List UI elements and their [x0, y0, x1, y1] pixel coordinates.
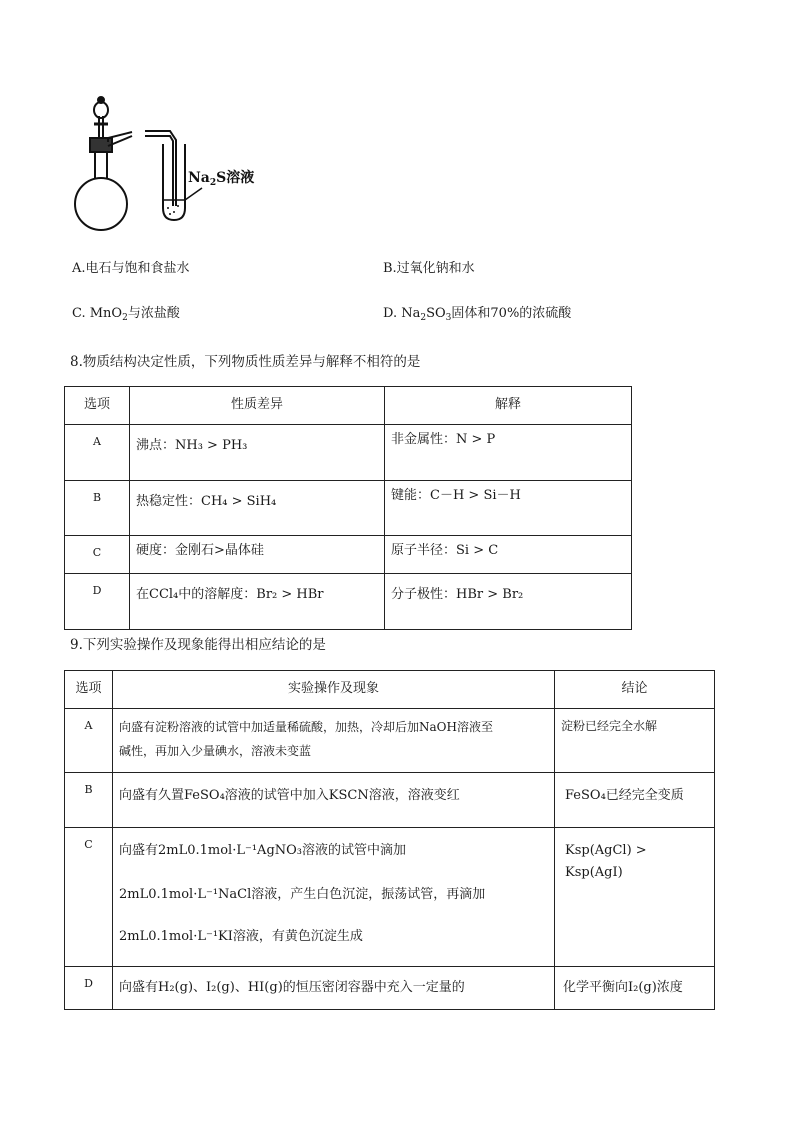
table-header-row: [65, 671, 715, 709]
row-operation: [113, 828, 555, 967]
row-key: C: [65, 828, 113, 967]
row-property: 热稳定性：CH₄ > SiH₄: [130, 481, 385, 536]
option-a: A.电石与饱和食盐水: [72, 261, 190, 276]
apparatus-diagram: [70, 96, 280, 246]
table-row: [65, 536, 632, 574]
row-property: 在CCl₄中的溶解度：Br₂ > HBr: [130, 574, 385, 630]
option-c: [72, 305, 180, 323]
na2s-label-main: Na: [188, 170, 210, 186]
question-9-table: [64, 670, 715, 1010]
table-row: [65, 773, 715, 828]
question-9-title: 9.下列实验操作及现象能得出相应结论的是: [70, 637, 326, 653]
option-d-sub1: 2: [420, 313, 427, 323]
table-header-row: [65, 387, 632, 425]
option-b: B.过氧化钠和水: [383, 261, 475, 276]
option-d: [383, 305, 571, 323]
row-key: D: [65, 574, 130, 630]
row-operation-line: 向盛有2mL0.1mol·L⁻¹AgNO₃溶液的试管中滴加: [119, 843, 407, 858]
option-d-post: 固体和70%的浓硫酸: [451, 306, 572, 321]
row-key: A: [65, 425, 130, 481]
header-conclusion: 结论: [555, 671, 715, 709]
row-operation-line: 2mL0.1mol·L⁻¹NaCl溶液，产生白色沉淀，振荡试管，再滴加: [119, 887, 486, 902]
option-c-post: 与浓盐酸: [127, 306, 180, 321]
row-operation: 向盛有久置FeSO₄溶液的试管中加入KSCN溶液，溶液变红: [113, 773, 555, 828]
row-conclusion: Ksp(AgCl) > Ksp(AgI): [555, 828, 715, 967]
table-row: [65, 967, 715, 1010]
row-operation: [113, 709, 555, 773]
header-option: 选项: [65, 387, 130, 425]
row-explanation: 原子半径：Si > C: [385, 536, 632, 574]
option-d-sub2: 3: [445, 313, 452, 323]
na2s-label-sub: 2: [209, 178, 217, 188]
row-key: D: [65, 967, 113, 1010]
row-key: A: [65, 709, 113, 773]
table-row: [65, 425, 632, 481]
option-c-pre: C. MnO: [72, 306, 123, 321]
table-row: [65, 574, 632, 630]
row-operation-line: 向盛有淀粉溶液的试管中加适量稀硫酸，加热，冷却后加NaOH溶液至: [119, 720, 493, 734]
row-conclusion: 化学平衡向I₂(g)浓度: [555, 967, 715, 1010]
svg-text:Na2S溶液: [188, 169, 254, 188]
funnel-bulb: [94, 102, 108, 118]
row-key: C: [65, 536, 130, 574]
row-property: 硬度：金刚石>晶体硅: [130, 536, 385, 574]
header-option: 选项: [65, 671, 113, 709]
row-operation-line: 2mL0.1mol·L⁻¹KI溶液，有黄色沉淀生成: [119, 929, 363, 944]
row-operation-line: 碱性，再加入少量碘水，溶液未变蓝: [119, 744, 312, 758]
na2s-label-rest: S溶液: [216, 170, 255, 186]
question-8-title: 8.物质结构决定性质，下列物质性质差异与解释不相符的是: [70, 354, 421, 370]
header-property: 性质差异: [130, 387, 385, 425]
header-operation: 实验操作及现象: [113, 671, 555, 709]
option-c-sub: 2: [122, 313, 128, 323]
row-conclusion: 淀粉已经完全水解: [555, 709, 715, 773]
option-d-pre: D. Na: [383, 306, 421, 321]
row-explanation: 键能：C－H > Si－H: [385, 481, 632, 536]
question-8-table: [64, 386, 632, 630]
row-key: B: [65, 481, 130, 536]
table-row: [65, 709, 715, 773]
row-conclusion: FeSO₄已经完全变质: [555, 773, 715, 828]
table-row: [65, 828, 715, 967]
round-flask: [75, 178, 127, 230]
option-d-mid: SO: [426, 306, 446, 321]
row-explanation: 非金属性：N > P: [385, 425, 632, 481]
row-operation: 向盛有H₂(g)、I₂(g)、HI(g)的恒压密闭容器中充入一定量的: [113, 967, 555, 1010]
row-explanation: 分子极性：HBr > Br₂: [385, 574, 632, 630]
header-explanation: 解释: [385, 387, 632, 425]
row-property: 沸点：NH₃ > PH₃: [130, 425, 385, 481]
apparatus-svg: [70, 96, 280, 246]
table-row: [65, 481, 632, 536]
row-key: B: [65, 773, 113, 828]
